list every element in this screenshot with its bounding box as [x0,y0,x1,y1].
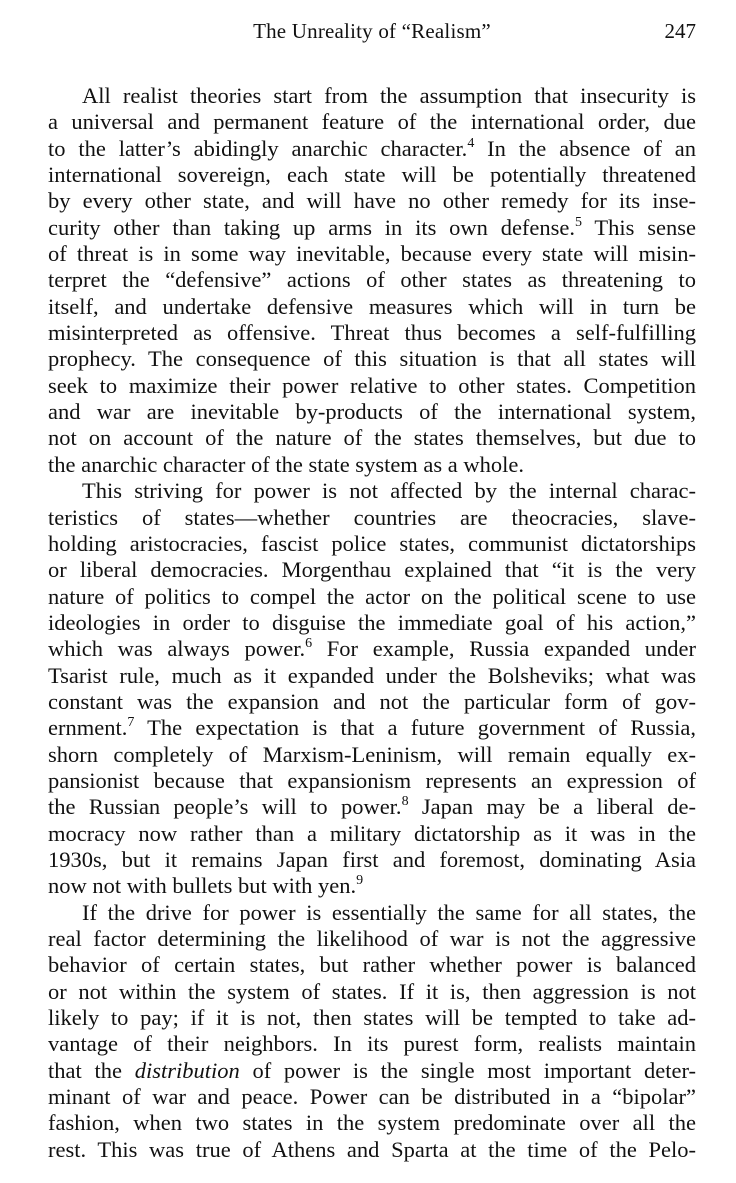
page-number: 247 [664,19,696,43]
text-line [48,294,696,320]
text-line [48,83,696,109]
text-line [48,794,696,820]
text-segment: vantage of their neighbors. In its purest form, realists maintain [48,1031,696,1057]
text-segment: fashion, when two states in the system predominate over all the [48,1110,696,1136]
text-segment: 1930s, but it remains Japan first and foremost, dominating Asia [48,846,696,872]
text-line [48,873,696,899]
text-line [48,557,696,583]
text-segment: the anarchic character of the state system as a whole. [48,451,525,477]
text-line [48,373,696,399]
text-line [48,900,696,926]
text-line [48,1031,696,1057]
text-segment: nature of politics to compel the actor on the political scene to use [48,583,696,609]
text-segment: For example, Russia expanded under [312,636,696,662]
footnote-reference: 7 [127,715,135,731]
text-segment: international sovereign, each state will be potentially threatened [48,162,696,188]
text-segment: constant was the expansion and not the particular form of gov- [48,688,696,714]
text-line [48,952,696,978]
text-line [48,742,696,768]
text-line [48,452,696,478]
text-line [48,689,696,715]
text-segment: or not within the system of states. If it is, then aggression is not [48,978,696,1004]
text-line [48,215,696,241]
text-segment: If the drive for power is essentially the same for all states, the [82,899,696,925]
text-segment: real factor determining the likelihood of war is not the aggressive [48,926,696,951]
text-line [48,979,696,1005]
text-segment: rest. This was true of Athens and Sparta at the time of the Pelo- [48,1136,696,1162]
text-segment: that the [48,1057,135,1083]
text-segment: ernment. [48,715,128,741]
emphasized-text: distribution [134,1057,240,1083]
text-line [48,715,696,741]
text-line [48,531,696,557]
text-line [48,109,696,135]
text-line [48,847,696,873]
text-line [48,636,696,662]
text-segment: This sense [582,214,696,240]
text-line [48,399,696,425]
text-line [48,162,696,188]
text-line [48,1137,696,1163]
text-line [48,346,696,372]
text-segment: by every other state, and will have no other remedy for its inse- [48,188,696,214]
text-line [48,1110,696,1136]
text-segment: Tsarist rule, much as it expanded under the Bolsheviks; what was [48,662,696,688]
text-segment: likely to pay; if it is not, then states will be tempted to take ad- [48,1005,696,1031]
text-segment: minant of war and peace. Power can be distributed in a “bipolar” [48,1084,696,1110]
text-segment: and war are inevitable by-products of the international system, [48,399,696,425]
text-segment: shorn completely of Marxism-Leninism, will remain equally ex- [48,741,696,767]
text-segment: holding aristocracies, fascist police states, communist dictatorships [48,530,696,556]
text-segment: pansionist because that expansionism represents an expression of [48,767,696,793]
text-segment: of threat is in some way inevitable, because every state will misin- [48,241,696,267]
text-segment: or liberal democracies. Morgenthau explained that “it is the very [48,557,696,583]
footnote-reference: 4 [467,135,475,151]
text-segment: itself, and undertake defensive measures which will in turn be [48,293,696,319]
text-segment: This striving for power is not affected by the internal charac- [82,478,696,504]
text-line [48,768,696,794]
body-text [48,83,696,1163]
text-line [48,1005,696,1031]
text-line [48,136,696,162]
text-segment: misinterpreted as offensive. Threat thus becomes a self-fulfilling [48,320,696,346]
text-segment: curity other than taking up arms in its own defense. [48,214,576,240]
text-line [48,478,696,504]
footnote-reference: 6 [305,636,313,652]
text-segment: Japan may be a liberal de- [408,794,697,820]
text-line [48,1058,696,1084]
text-line [48,505,696,531]
text-segment: prophecy. The consequence of this situation is that all states will [48,346,696,372]
text-segment: to the latter’s abidingly anarchic character. [48,135,468,161]
running-header [48,14,696,48]
footnote-reference: 8 [401,794,409,810]
running-title: The Unreality of “Realism” [253,19,491,43]
text-line [48,926,696,952]
text-line [48,610,696,636]
text-line [48,320,696,346]
footnote-reference: 9 [356,873,364,889]
text-line [48,821,696,847]
text-segment: the Russian people’s will to power. [48,794,402,820]
text-segment: which was always power. [48,636,306,662]
text-line [48,663,696,689]
text-line [48,267,696,293]
text-segment: now not with bullets but with yen. [48,873,357,899]
text-segment: not on account of the nature of the states themselves, but due to [48,425,696,451]
text-line [48,1084,696,1110]
text-line [48,241,696,267]
text-segment: of power is the single most important deter- [239,1057,696,1083]
text-line [48,584,696,610]
text-segment: a universal and permanent feature of the international order, due [48,109,696,135]
footnote-reference: 5 [575,214,583,230]
text-segment: In the absence of an [474,135,696,161]
text-segment: teristics of states—whether countries are theocracies, slave- [48,504,696,530]
text-segment: The expectation is that a future government of Russia, [134,715,696,741]
text-segment: behavior of certain states, but rather whether power is balanced [48,952,696,978]
text-segment: seek to maximize their power relative to other states. Competition [48,372,696,398]
text-segment: ideologies in order to disguise the immediate goal of his action,” [48,609,696,635]
text-segment: mocracy now rather than a military dictatorship as it was in the [48,820,696,846]
text-segment: terpret the “defensive” actions of other states as threatening to [48,267,696,293]
text-line [48,425,696,451]
text-segment: All realist theories start from the assumption that insecurity is [82,83,696,108]
text-line [48,188,696,214]
